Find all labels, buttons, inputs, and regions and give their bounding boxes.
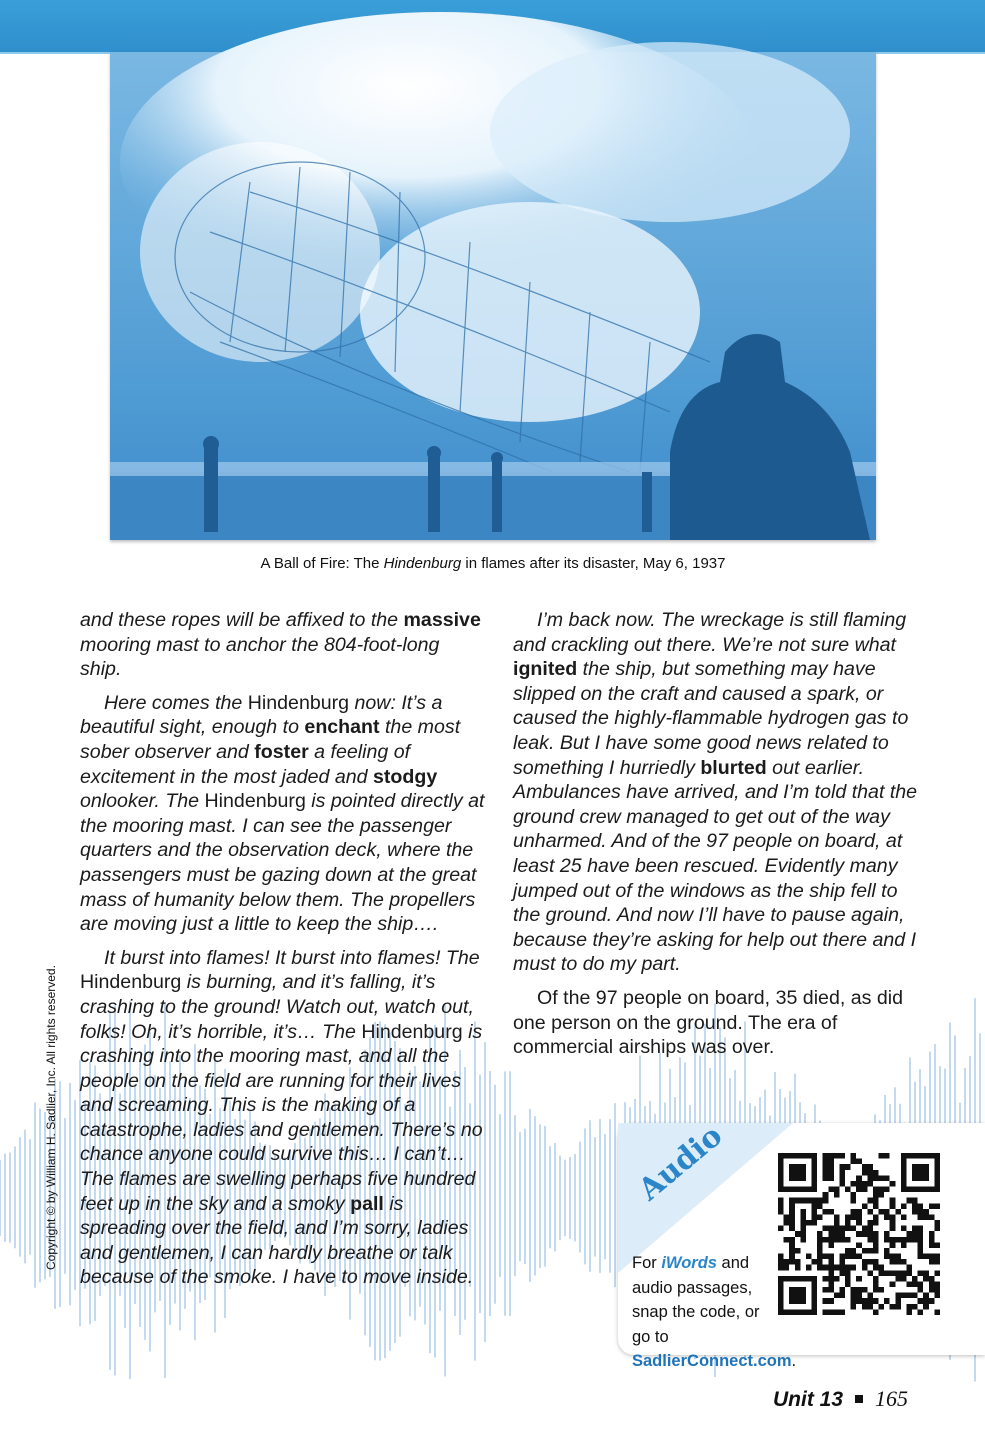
- iwords-logo: iWords: [661, 1254, 717, 1272]
- left-column: [80, 608, 485, 1299]
- hindenburg-photo: [110, 52, 876, 540]
- paragraph-conclusion: Of the 97 people on board, 35 died, as did one person on the ground. The era of commercial airships was over.: [513, 986, 904, 1059]
- audio-callout[interactable]: [618, 1118, 985, 1370]
- sadlierconnect-link[interactable]: SadlierConnect.com: [632, 1352, 792, 1370]
- audio-instructions: For iWords and audio passages, snap the code, or go to SadlierConnect.com.: [632, 1251, 782, 1374]
- vocab-word: pall: [350, 1192, 384, 1215]
- qr-code-icon[interactable]: [778, 1153, 940, 1315]
- page-footer: [773, 1386, 908, 1412]
- page-number: 165: [875, 1386, 909, 1411]
- paragraph: It burst into flames! It burst into flames! The Hindenburg is burning, and it’s falling, it’s crashing to the ground! Watch out, watch out, folks! Oh, it’s horrible, it’s… The Hindenburg is crashing into the mooring mast, and all the people on the field are running for their lives and screaming. This is the making of a catastrophe, ladies and gentlemen. There’s no chance anyone could survive this… I can’t… The flames are swelling perhaps five hundred feet up in the sky and a smoky pall is spreading over the field, and I’m sorry, ladies and gentlemen, I can hardly breathe or talk because of the smoke. I have to move inside.: [80, 946, 483, 1289]
- paragraph: Here comes the Hindenburg now: It’s a beautiful sight, enough to enchant the most sober observer and foster a feeling of excitement in the most jaded and stodgy onlooker. The Hindenburg is pointed directly at the mooring mast. I can see the passenger quarters and the observation deck, where the passengers must be gazing down at the great mass of humanity below them. The propellers are moving just a little to keep the ship….: [80, 691, 485, 936]
- hindenburg-photo-illustration: [110, 52, 876, 540]
- right-column: [513, 608, 918, 1069]
- vocab-word: stodgy: [373, 765, 438, 788]
- vocab-word: ignited: [513, 658, 578, 681]
- vocab-word: blurted: [700, 756, 767, 779]
- vocab-word: foster: [254, 740, 309, 763]
- unit-label: Unit 13: [773, 1388, 844, 1411]
- copyright-notice: Copyright © by William H. Sadlier, Inc. All rights reserved.: [44, 965, 58, 1270]
- separator-square: [855, 1395, 863, 1403]
- audio-title: Audio: [632, 1118, 730, 1208]
- photo-caption: A Ball of Fire: The Hindenburg in flames after its disaster, May 6, 1937: [260, 555, 726, 572]
- vocab-word: enchant: [304, 716, 380, 739]
- vocab-word: massive: [403, 609, 481, 631]
- paragraph: and these ropes will be affixed to the massive mooring mast to anchor the 804-foot-long ship.: [80, 609, 481, 681]
- paragraph: I’m back now. The wreckage is still flaming and crackling out there. We’re not sure what ignited the ship, but something may have slipped on the craft and caused a spark, or caused the highly-flammable hydrogen gas to leak. But I have some good news related to something I hurriedly blurted out earlier. Ambulances have arrived, and I’m told that the ground crew managed to get out of the way unharmed. And of the 97 people on board, at least 25 have been rescued. Evidently many jumped out of the windows as the ship fell to the ground. And now I’ll have to pause again, because they’re asking for help out there and I must to do my part.: [513, 609, 918, 976]
